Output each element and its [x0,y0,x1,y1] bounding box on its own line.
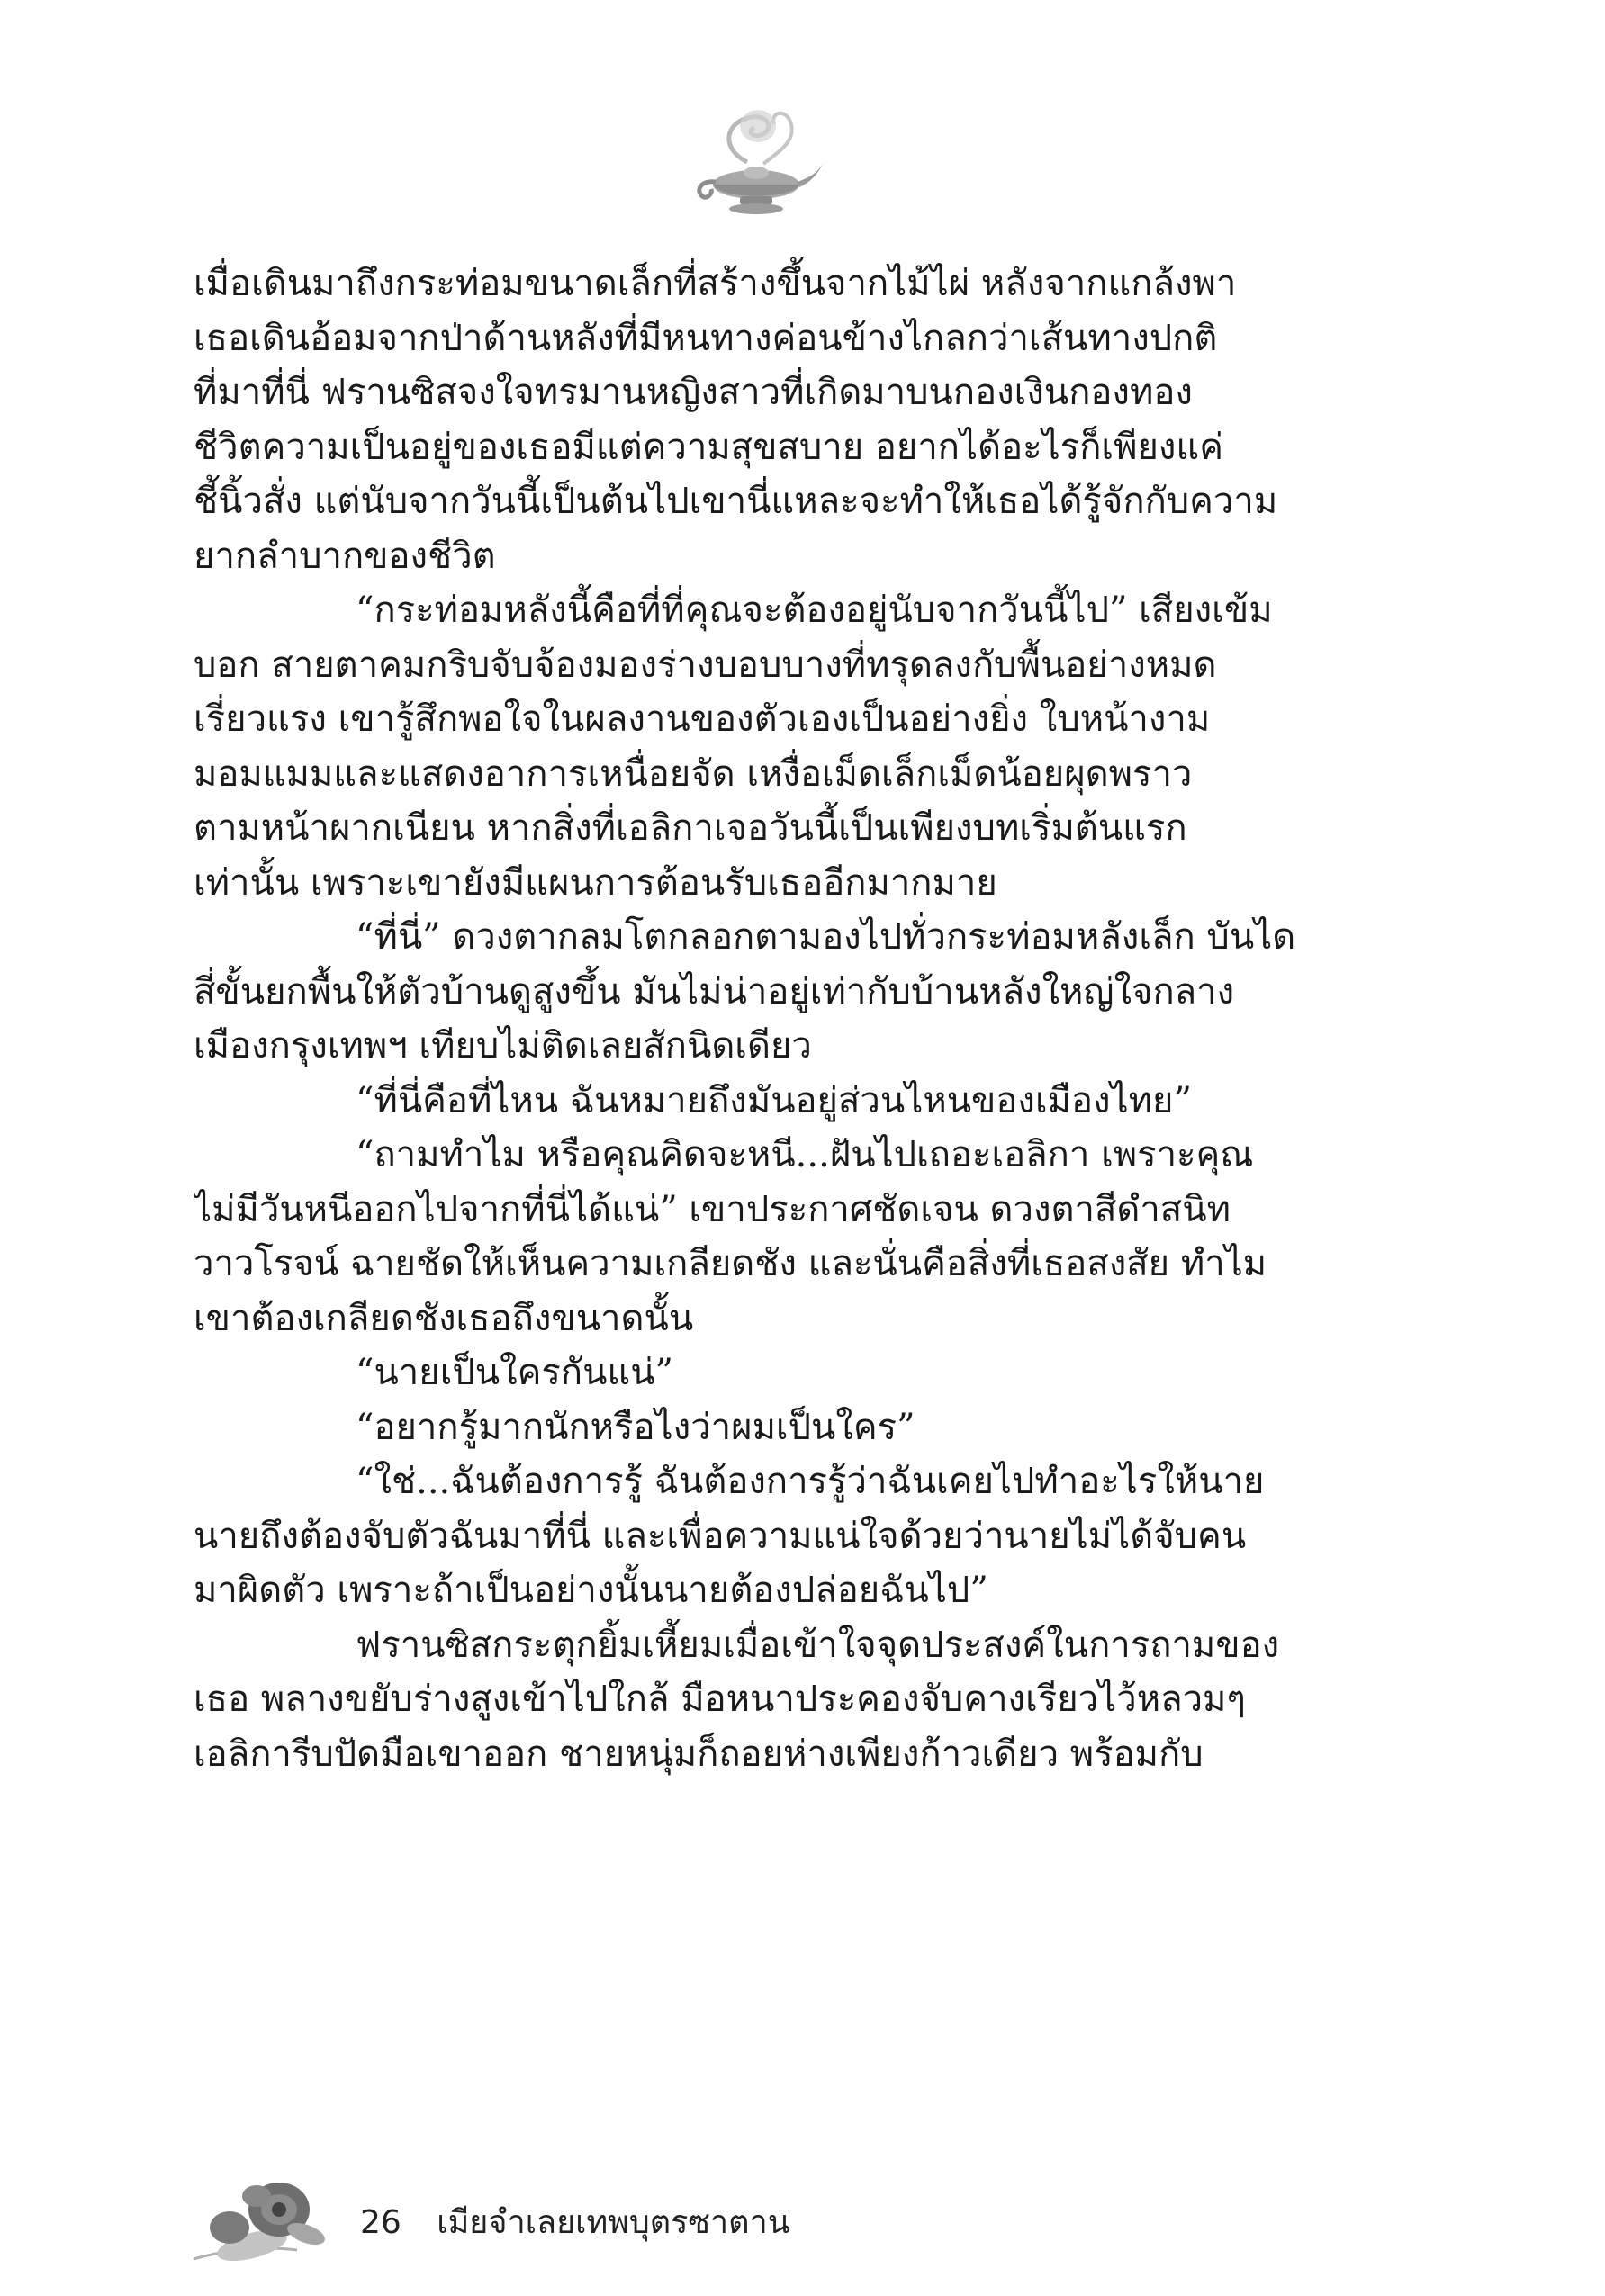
book-title: เมียจำเลยเทพบุตรซาตาน [437,2204,790,2241]
text-line: ไม่มีวันหนีออกไปจากที่นี่ได้แน่” เขาประกาศชัดเจน ดวงตาสีดำสนิท [194,1188,1231,1230]
text-line: “นายเป็นใครกันแน่” [356,1352,674,1393]
text-line: เมื่อเดินมาถึงกระท่อมขนาดเล็กที่สร้างขึ้นจากไม้ไผ่ หลังจากแกล้งพา [194,263,1237,304]
text-line: “กระท่อมหลังนี้คือที่ที่คุณจะต้องอยู่นับจากวันนี้ไป” เสียงเข้ม [356,590,1273,631]
text-line: เรี่ยวแรง เขารู้สึกพอใจในผลงานของตัวเองเป็นอย่างยิ่ง ใบหน้างาม [194,698,1211,740]
text-line: “ที่นี่” ดวงตากลมโตกลอกตามองไปทั่วกระท่อมหลังเล็ก บันได [356,916,1296,958]
text-line: เธอ พลางขยับร่างสูงเข้าไปใกล้ มือหนาประคองจับคางเรียวไว้หลวมๆ [194,1679,1246,1720]
genie-lamp-icon [684,99,828,216]
text-line: ยากลำบากของชีวิต [194,535,496,577]
text-line: ชี้นิ้วสั่ง แต่นับจากวันนี้เป็นต้นไปเขานี่แหละจะทำให้เธอได้รู้จักกับความ [194,481,1278,522]
page-footer [360,2196,789,2247]
text-line: ฟรานซิสกระตุกยิ้มเหี้ยมเมื่อเข้าใจจุดประสงค์ในการถามของ [356,1624,1280,1666]
page-number: 26 [360,2204,401,2241]
text-line: มอมแมมและแสดงอาการเหนื่อยจัด เหงื่อเม็ดเล็กเม็ดน้อยผุดพราว [194,752,1193,795]
text-line: ตามหน้าผากเนียน หากสิ่งที่เอลิกาเจอวันนี้เป็นเพียงบทเริ่มต้นแรก [194,807,1187,849]
text-line: “ถามทำไม หรือคุณคิดจะหนี...ฝันไปเถอะเอลิกา เพราะคุณ [356,1134,1254,1175]
text-line: เท่านั้น เพราะเขายังมีแผนการต้อนรับเธออีกมากมาย [194,861,997,904]
text-line: “ใช่...ฉันต้องการรู้ ฉันต้องการรู้ว่าฉันเคยไปทำอะไรให้นาย [356,1461,1265,1502]
text-line: มาผิดตัว เพราะถ้าเป็นอย่างนั้นนายต้องปล่อยฉันไป” [194,1570,988,1611]
text-line: บอก สายตาคมกริบจับจ้องมองร่างบอบบางที่ทรุดลงกับพื้นอย่างหมด [194,644,1217,686]
flower-icon [189,2160,369,2277]
text-line: เมืองกรุงเทพฯ เทียบไม่ติดเลยสักนิดเดียว [194,1025,812,1067]
text-line: “อยากรู้มากนักหรือไงว่าผมเป็นใคร” [356,1406,915,1448]
text-line: วาวโรจน์ ฉายชัดให้เห็นความเกลียดชัง และนั่นคือสิ่งที่เธอสงสัย ทำไม [194,1243,1267,1284]
text-line: เขาต้องเกลียดชังเธอถึงขนาดนั้น [194,1297,694,1339]
text-line: เอลิการีบปัดมือเขาออก ชายหนุ่มก็ถอยห่างเพียงก้าวเดียว พร้อมกับ [194,1733,1204,1775]
text-line: สี่ขั้นยกพื้นให้ตัวบ้านดูสูงขึ้น มันไม่น่าอยู่เท่ากับบ้านหลังใหญ่ใจกลาง [194,970,1235,1013]
text-line: ที่มาที่นี่ ฟรานซิสจงใจทรมานหญิงสาวที่เกิดมาบนกองเงินกองทอง [194,372,1193,413]
text-line: ชีวิตความเป็นอยู่ของเธอมีแต่ความสุขสบาย อยากได้อะไรก็เพียงแค่ [194,426,1223,468]
text-line: นายถึงต้องจับตัวฉันมาที่นี่ และเพื่อความแน่ใจด้วยว่านายไม่ได้จับคน [194,1515,1247,1557]
body-text [194,257,1427,1781]
text-line: เธอเดินอ้อมจากป่าด้านหลังที่มีหนทางค่อนข้างไกลกว่าเส้นทางปกติ [194,317,1218,359]
text-line: “ที่นี่คือที่ไหน ฉันหมายถึงมันอยู่ส่วนไหนของเมืองไทย” [356,1079,1192,1121]
